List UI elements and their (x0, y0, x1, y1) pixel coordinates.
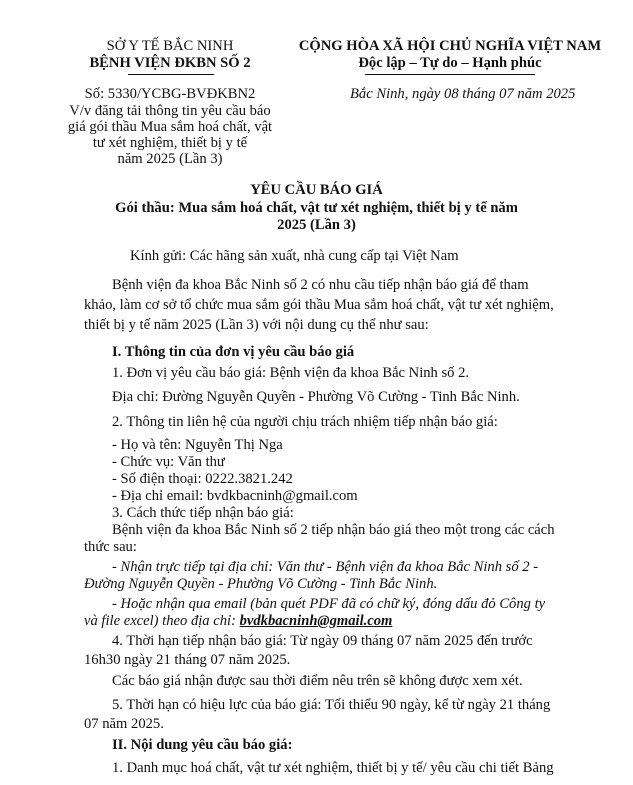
subject-line-3: tư xét nghiệm, thiết bị y tế (92, 135, 248, 151)
greeting: Kính gửi: Các hãng sản xuất, nhà cung cấp tại Việt Nam (130, 248, 459, 264)
hospital-name-underline (128, 74, 214, 75)
method-2-email-link[interactable]: bvdkbacninh@gmail.com (239, 613, 393, 629)
intro-line-3: thiết bị y tế năm 2025 (Lần 3) với nội dung cụ thể như sau: (84, 317, 429, 333)
subject-line-1: V/v đăng tải thông tin yêu cầu báo (69, 103, 271, 119)
section-1-address: Địa chỉ: Đường Nguyễn Quyền - Phường Võ Cường - Tinh Bắc Ninh. (112, 389, 520, 405)
item-5-line-1: 5. Thời hạn có hiệu lực của báo giá: Tối thiểu 90 ngày, kể từ ngày 21 tháng (112, 697, 551, 713)
method-2-line-2 (84, 613, 392, 630)
method-1-line-2: Đường Nguyễn Quyền - Phường Võ Cường - Tinh Bắc Ninh. (84, 576, 438, 592)
hospital-name: BỆNH VIỆN ĐKBN SỐ 2 (89, 55, 251, 71)
intro-line-1: Bệnh viện đa khoa Bắc Ninh số 2 có nhu cầu tiếp nhận báo giá để tham (112, 277, 529, 293)
package-title-line-1: Gói thầu: Mua sắm hoá chất, vật tư xét nghiệm, thiết bị y tế năm (115, 200, 518, 216)
section-1-heading: I. Thông tin của đơn vị yêu cầu báo giá (112, 344, 355, 360)
section-1-item-2: 2. Thông tin liên hệ của người chịu trách nhiệm tiếp nhận báo giá: (112, 414, 498, 430)
method-2-line-1: - Hoặc nhận qua email (bản quét PDF đã có chữ ký, đóng dấu đỏ Công ty (112, 596, 546, 612)
item-3-desc-line-1: Bệnh viện đa khoa Bắc Ninh số 2 tiếp nhận báo giá theo một trong các cách (112, 522, 555, 538)
intro-line-2: khảo, làm cơ sở tổ chức mua sắm gói thầu Mua sắm hoá chất, vật tư xét nghiệm, (84, 297, 554, 313)
slogan-underline (365, 74, 535, 75)
document-title: YÊU CẦU BÁO GIÁ (250, 182, 383, 198)
document-date: Bắc Ninh, ngày 08 tháng 07 năm 2025 (350, 86, 576, 102)
item-5-line-2: 07 năm 2025. (84, 716, 164, 732)
section-1-item-1: 1. Đơn vị yêu cầu báo giá: Bệnh viện đa khoa Bắc Ninh số 2. (112, 365, 470, 381)
package-title-line-2: 2025 (Lần 3) (277, 217, 356, 233)
contact-email: - Địa chỉ email: bvdkbacninh@gmail.com (112, 488, 358, 504)
department-name: SỞ Y TẾ BẮC NINH (106, 38, 234, 54)
method-1-line-1: - Nhận trực tiếp tại địa chỉ: Văn thư - Bệnh viện đa khoa Bắc Ninh số 2 - (112, 559, 539, 575)
contact-position: - Chức vụ: Văn thư (112, 454, 225, 470)
item-4-line-2: 16h30 ngày 21 tháng 07 năm 2025. (84, 652, 291, 668)
item-3-desc-line-2: thức sau: (84, 539, 137, 555)
section-2-item-1: 1. Danh mục hoá chất, vật tư xét nghiệm, thiết bị y tế/ yêu cầu chi tiết Bảng (112, 760, 554, 776)
section-1-item-3: 3. Cách thức tiếp nhận báo giá: (112, 505, 294, 521)
contact-phone: - Số điện thoại: 0222.3821.242 (112, 471, 293, 487)
national-slogan: Độc lập – Tự do – Hạnh phúc (358, 55, 542, 71)
method-2-prefix: và file excel) theo địa chỉ: (84, 613, 240, 629)
section-2-heading: II. Nội dung yêu cầu báo giá: (112, 737, 293, 753)
subject-line-2: giá gói thầu Mua sắm hoá chất, vật (67, 119, 273, 135)
national-motto: CỘNG HÒA XÃ HỘI CHỦ NGHĨA VIỆT NAM (298, 38, 602, 54)
contact-name: - Họ và tên: Nguyễn Thị Nga (112, 437, 283, 453)
document-number: Số: 5330/YCBG-BVĐKBN2 (84, 86, 256, 102)
subject-line-4: năm 2025 (Lần 3) (117, 151, 223, 167)
item-4-line-1: 4. Thời hạn tiếp nhận báo giá: Từ ngày 09 tháng 07 năm 2025 đến trước (112, 633, 533, 649)
late-submission-note: Các báo giá nhận được sau thời điểm nêu trên sẽ không được xem xét. (112, 673, 523, 689)
